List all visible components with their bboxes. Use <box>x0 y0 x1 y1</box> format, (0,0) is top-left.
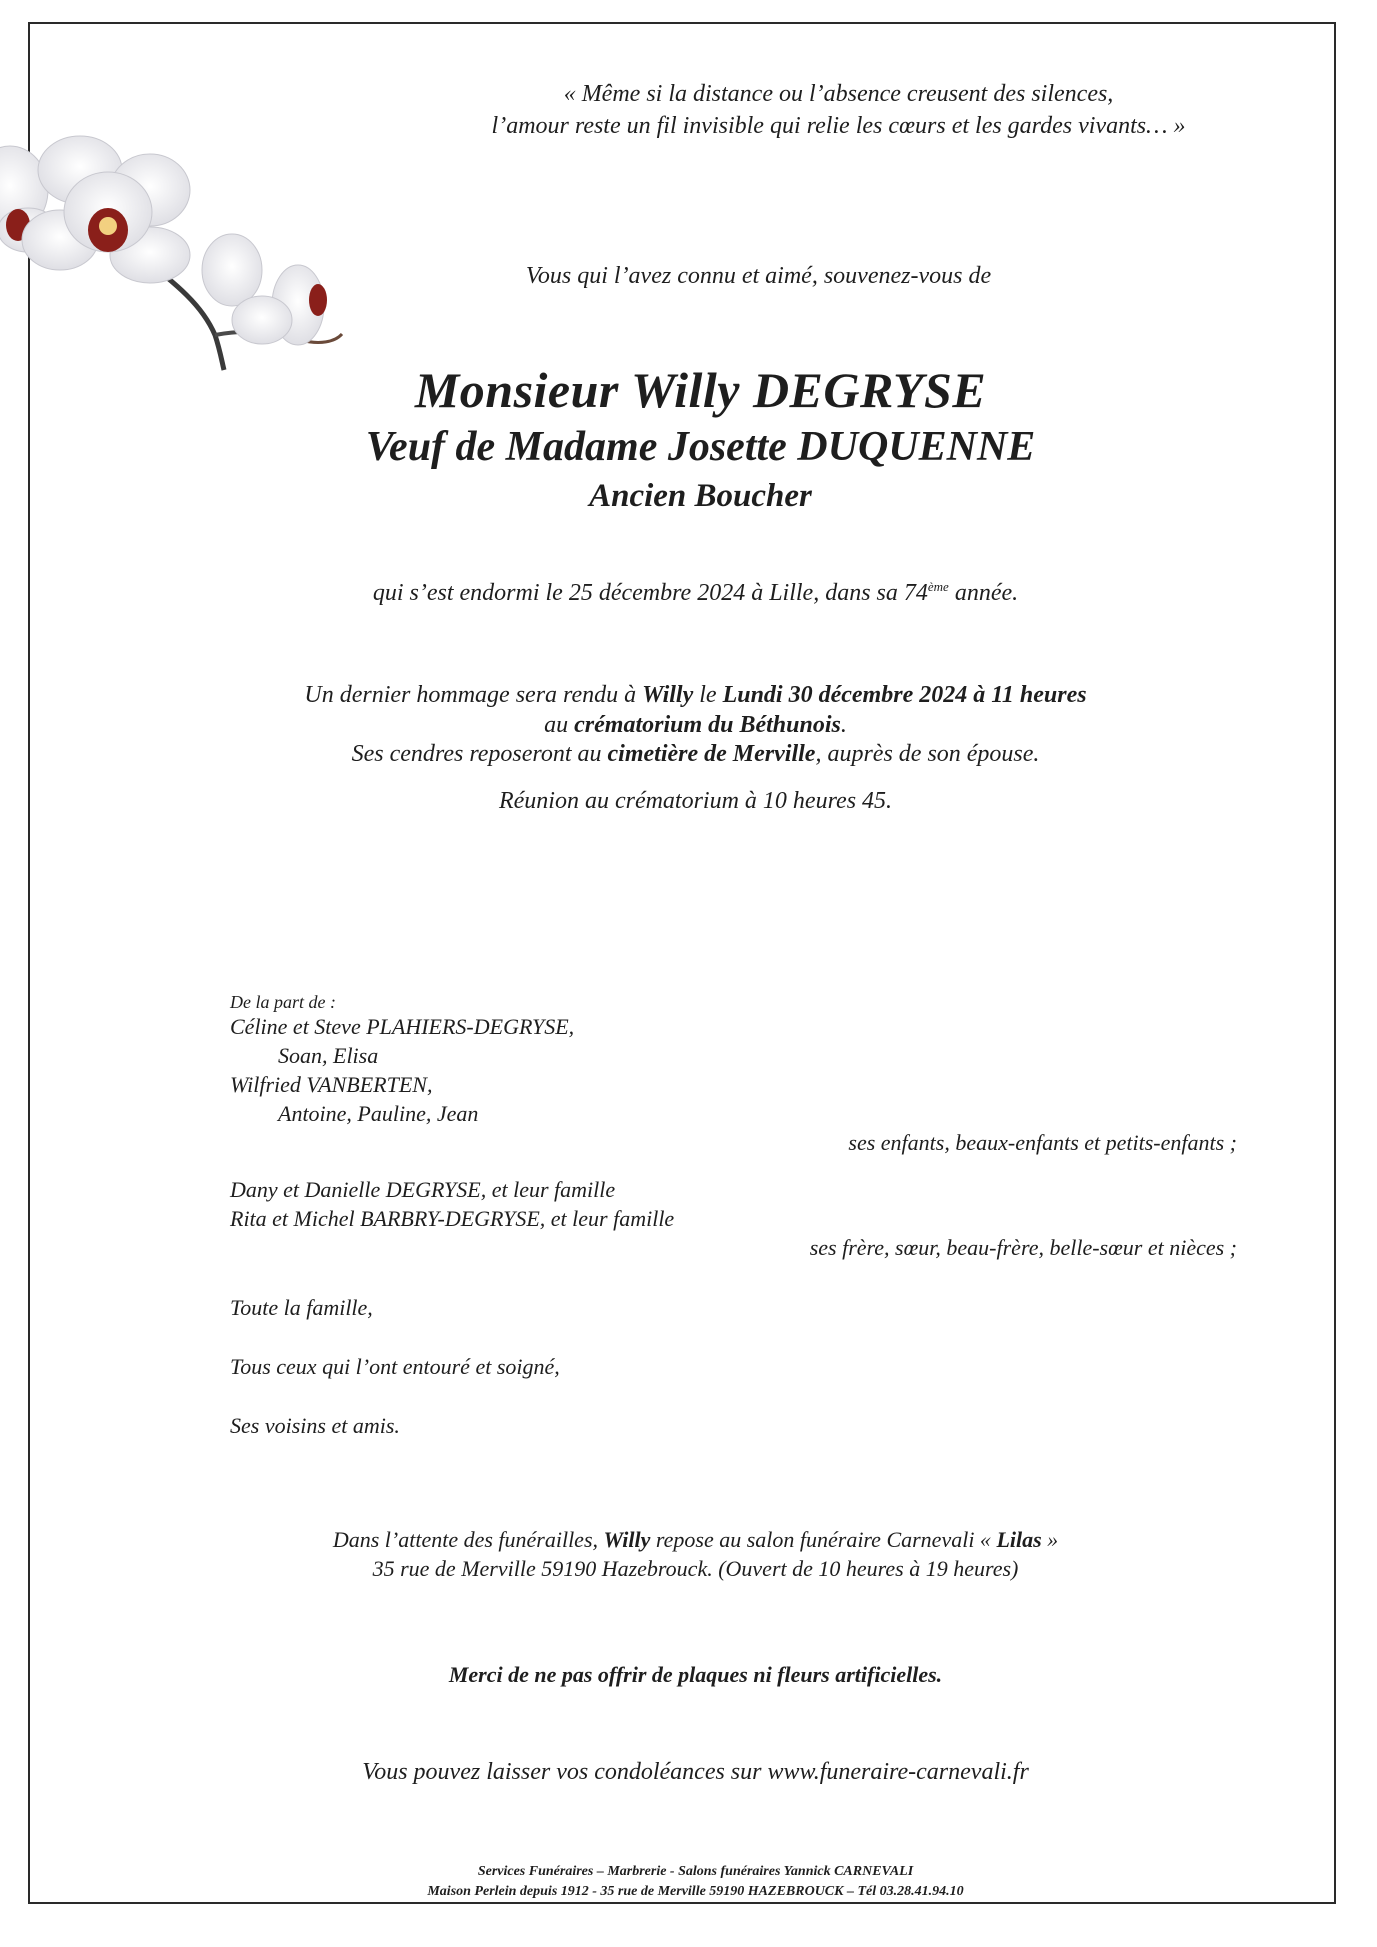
ceremony-first-name: Willy <box>642 682 694 708</box>
ceremony-text: . <box>840 712 847 738</box>
sibling-line: Rita et Michel BARBRY-DEGRYSE, et leur famille <box>230 1206 675 1231</box>
no-flowers-notice: Merci de ne pas offrir de plaques ni fleurs artificielles. <box>448 1662 943 1687</box>
death-superscript: ème <box>927 579 949 594</box>
footer-line-2: Maison Perlein depuis 1912 - 35 rue de Merville 59190 HAZEBROUCK – Tél 03.28.41.94.10 <box>427 1884 964 1899</box>
rest-text: repose au salon funéraire Carnevali « <box>650 1527 997 1552</box>
ceremony-text: Un dernier hommage sera rendu à <box>304 682 643 708</box>
rest-first-name: Willy <box>603 1527 651 1552</box>
carers: Tous ceux qui l’ont entouré et soigné, <box>230 1354 560 1379</box>
family-line: Céline et Steve PLAHIERS-DEGRYSE, <box>230 1014 575 1039</box>
children-label: ses enfants, beaux-enfants et petits-enfants ; <box>848 1130 1237 1155</box>
reunion-text: Réunion au crématorium à 10 heures 45. <box>498 788 893 814</box>
condolences-text: Vous pouvez laisser vos condoléances sur www.funeraire-carnevali.fr <box>362 1759 1029 1785</box>
ceremony-line-2 <box>0 710 1377 740</box>
ceremony-date: Lundi 30 décembre 2024 à 11 heures <box>722 682 1087 708</box>
rest-text: Dans l’attente des funérailles, <box>332 1527 604 1552</box>
intro-text: Vous qui l’avez connu et aimé, souvenez-vous de <box>525 263 992 289</box>
ceremony-text: Ses cendres reposeront au <box>351 741 608 767</box>
rest-salon-name: Lilas <box>996 1527 1042 1552</box>
all-family: Toute la famille, <box>230 1295 373 1320</box>
ceremony-text: , auprès de son épouse. <box>815 741 1040 767</box>
ceremony-cemetery: cimetière de Merville <box>607 741 816 767</box>
death-end: année. <box>948 580 1019 606</box>
footer-line-1: Services Funéraires – Marbrerie - Salons funéraires Yannick CARNEVALI <box>477 1864 914 1879</box>
ceremony-line-1 <box>0 680 1377 710</box>
quote-line-1: « Même si la distance ou l’absence creusent des silences, <box>563 81 1114 107</box>
deceased-name: Monsieur Willy DEGRYSE <box>414 362 987 418</box>
quote-line-2: l’amour reste un fil invisible qui relie les cœurs et les gardes vivants… » <box>491 113 1186 139</box>
rest-text: » <box>1041 1527 1059 1552</box>
rest-line-2: 35 rue de Merville 59190 Hazebrouck. (Ouvert de 10 heures à 19 heures) <box>372 1556 1019 1581</box>
neighbours: Ses voisins et amis. <box>230 1413 400 1438</box>
family-line: Antoine, Pauline, Jean <box>278 1101 479 1126</box>
widow-of: Veuf de Madame Josette DUQUENNE <box>365 424 1036 470</box>
rest-line-1 <box>0 1525 1377 1554</box>
family-line: Wilfried VANBERTEN, <box>230 1072 433 1097</box>
family-line: Soan, Elisa <box>278 1043 379 1068</box>
ceremony-place: crématorium du Béthunois <box>574 712 841 738</box>
ceremony-text: au <box>544 712 575 738</box>
profession: Ancien Boucher <box>589 478 812 514</box>
family-heading: De la part de : <box>230 992 336 1012</box>
ceremony-text: le <box>693 682 723 708</box>
siblings-label: ses frère, sœur, beau-frère, belle-sœur et nièces ; <box>809 1235 1237 1260</box>
ceremony-line-3 <box>0 739 1377 769</box>
sibling-line: Dany et Danielle DEGRYSE, et leur famille <box>230 1177 616 1202</box>
death-notice <box>0 578 1377 608</box>
orchid-icon <box>0 130 345 375</box>
death-text: qui s’est endormi le 25 décembre 2024 à Lille, dans sa 74 <box>372 580 928 606</box>
